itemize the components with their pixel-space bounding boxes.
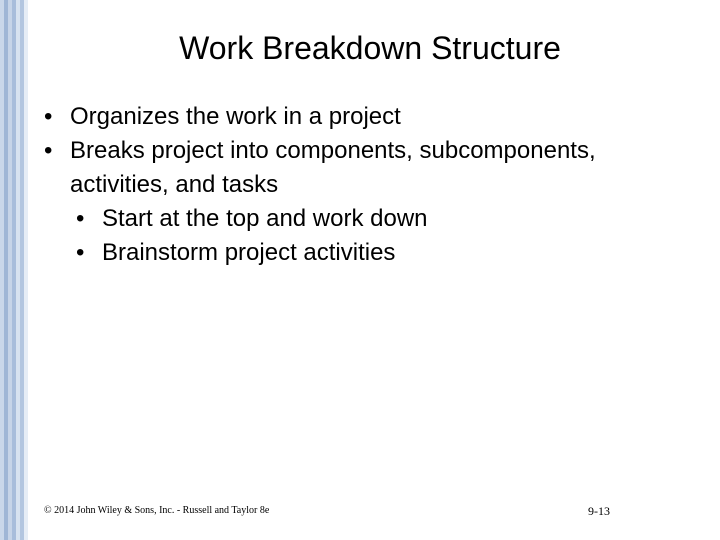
bullet-symbol: • (76, 205, 85, 232)
stripe (24, 0, 28, 540)
bullet-item (44, 100, 684, 134)
bullet-text: Organizes the work in a project (70, 103, 401, 130)
slide-title: Work Breakdown Structure (179, 30, 561, 66)
bullet-text: Breaks project into components, subcomponents, activities, and tasks (70, 137, 596, 198)
bullet-text: Brainstorm project activities (102, 239, 396, 266)
slide-number: 9-13 (588, 504, 610, 518)
bullet-symbol: • (44, 103, 53, 130)
slide-body (44, 100, 684, 270)
bullet-symbol: • (44, 137, 53, 164)
copyright-footer: © 2014 John Wiley & Sons, Inc. - Russell and Taylor 8e (44, 505, 270, 516)
bullet-symbol: • (76, 239, 85, 266)
bullet-item (44, 134, 684, 202)
bullet-text: Start at the top and work down (102, 205, 428, 232)
sub-bullet-item (44, 202, 684, 236)
left-decorative-stripes (0, 0, 28, 540)
sub-bullet-item (44, 236, 684, 270)
